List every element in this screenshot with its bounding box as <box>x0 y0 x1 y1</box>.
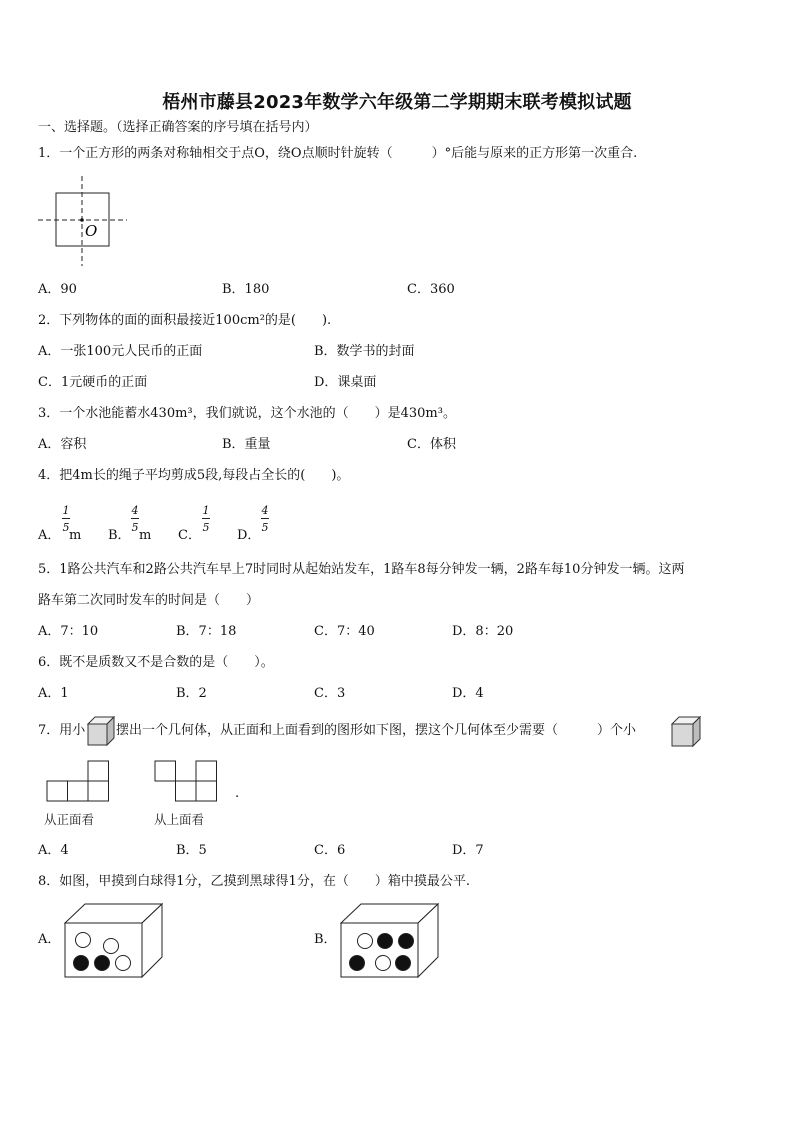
q4-option-b[interactable] <box>108 528 131 544</box>
fraction-numerator: 4 <box>131 504 139 517</box>
fraction-numerator: 1 <box>202 504 210 517</box>
fraction-denominator: 5 <box>202 521 210 534</box>
q6-option-b[interactable]: B．2 <box>176 686 207 701</box>
section-heading: 一、选择题。（选择正确答案的序号填在括号内） <box>38 120 318 135</box>
q2-option-a[interactable]: A．一张100元人民币的正面 <box>38 344 203 359</box>
q8-option-b-label[interactable]: B． <box>314 932 337 947</box>
black-ball <box>350 956 365 971</box>
q1-option-c[interactable]: C．360 <box>407 282 455 297</box>
fraction-bar <box>131 518 139 519</box>
white-ball <box>76 933 91 948</box>
white-ball <box>116 956 131 971</box>
fraction-numerator: 1 <box>62 504 70 517</box>
q2-option-c[interactable]: C．1元硬币的正面 <box>38 375 148 390</box>
figure-period: . <box>235 786 240 801</box>
q5-option-a[interactable]: A．7：10 <box>38 624 99 639</box>
q2-option-d[interactable]: D．课桌面 <box>314 375 377 390</box>
fraction-bar <box>202 518 210 519</box>
q6-option-a[interactable]: A．1 <box>38 686 69 701</box>
q4-option-c[interactable] <box>178 528 201 544</box>
ball-box-a[interactable] <box>64 903 164 979</box>
question-7-text-part2: 摆出一个几何体，从正面和上面看到的图形如下图，摆这个几何体至少需要（ ）个小 <box>116 723 637 738</box>
front-view-figure <box>46 760 112 804</box>
q4-option-d[interactable] <box>237 528 260 544</box>
question-5-text-line1: 5．1路公共汽车和2路公共汽车早上7时同时从起始站发车，1路车8每分钟发一辆，2路车每10分钟发一辆。这两 <box>38 562 685 577</box>
top-view-figure <box>154 760 220 804</box>
top-view-caption: 从上面看 <box>154 812 205 827</box>
q6-option-d[interactable]: D．4 <box>452 686 484 701</box>
option-letter: A． <box>38 528 61 543</box>
q1-option-b[interactable]: B．180 <box>222 282 270 297</box>
option-unit: m <box>139 528 152 543</box>
question-5-text-line2: 路车第二次同时发车的时间是（ ） <box>38 593 260 608</box>
black-ball <box>74 956 89 971</box>
fraction-denominator: 5 <box>261 521 269 534</box>
white-ball <box>376 956 391 971</box>
q7-option-c[interactable]: C．6 <box>314 843 346 858</box>
q4-option-a[interactable] <box>38 528 60 544</box>
fraction-numerator: 4 <box>261 504 269 517</box>
question-7-text-part1: 7．用小 <box>38 723 86 738</box>
fraction-denominator: 5 <box>62 521 70 534</box>
q2-option-b[interactable]: B．数学书的封面 <box>314 344 415 359</box>
small-cube-icon <box>87 716 115 746</box>
black-ball <box>95 956 110 971</box>
option-unit: m <box>69 528 82 543</box>
square-symmetry-figure <box>38 176 138 268</box>
q8-option-a-label[interactable]: A． <box>38 932 61 947</box>
small-cube-icon <box>671 716 701 747</box>
option-letter: B． <box>108 528 131 543</box>
black-ball <box>378 934 393 949</box>
q7-option-d[interactable]: D．7 <box>452 843 484 858</box>
question-1-text: 1．一个正方形的两条对称轴相交于点O，绕O点顺时针旋转（ ）°后能与原来的正方形第一次重合. <box>38 146 638 161</box>
q7-option-b[interactable]: B．5 <box>176 843 207 858</box>
q5-option-b[interactable]: B．7：18 <box>176 624 237 639</box>
q1-option-a[interactable]: A．90 <box>38 282 77 297</box>
question-6-text: 6．既不是质数又不是合数的是（ ）。 <box>38 655 274 670</box>
question-3-text: 3．一个水池能蓄水430m³，我们就说，这个水池的（ ）是430m³。 <box>38 406 456 421</box>
point-o-label: O <box>85 222 98 240</box>
question-4-text: 4．把4m长的绳子平均剪成5段,每段占全长的( )。 <box>38 468 350 483</box>
fraction-bar <box>261 518 269 519</box>
question-8-text: 8．如图，甲摸到白球得1分，乙摸到黑球得1分，在（ ）箱中摸最公平. <box>38 874 470 889</box>
black-ball <box>396 956 411 971</box>
page-title: 梧州市藤县2023年数学六年级第二学期期末联考模拟试题 <box>162 92 632 113</box>
black-ball <box>399 934 414 949</box>
q3-option-a[interactable]: A．容积 <box>38 437 87 452</box>
question-2-text: 2．下列物体的面的面积最接近100cm²的是( ). <box>38 313 332 328</box>
q7-option-a[interactable]: A．4 <box>38 843 69 858</box>
fraction-denominator: 5 <box>131 521 139 534</box>
q5-option-d[interactable]: D．8：20 <box>452 624 514 639</box>
q3-option-c[interactable]: C．体积 <box>407 437 456 452</box>
white-ball <box>358 934 373 949</box>
option-letter: D． <box>237 528 261 543</box>
q6-option-c[interactable]: C．3 <box>314 686 346 701</box>
white-ball <box>104 939 119 954</box>
option-letter: C． <box>178 528 201 543</box>
fraction-bar <box>62 518 70 519</box>
q3-option-b[interactable]: B．重量 <box>222 437 271 452</box>
ball-box-b[interactable] <box>340 903 440 979</box>
q5-option-c[interactable]: C．7：40 <box>314 624 375 639</box>
front-view-caption: 从正面看 <box>44 812 95 827</box>
